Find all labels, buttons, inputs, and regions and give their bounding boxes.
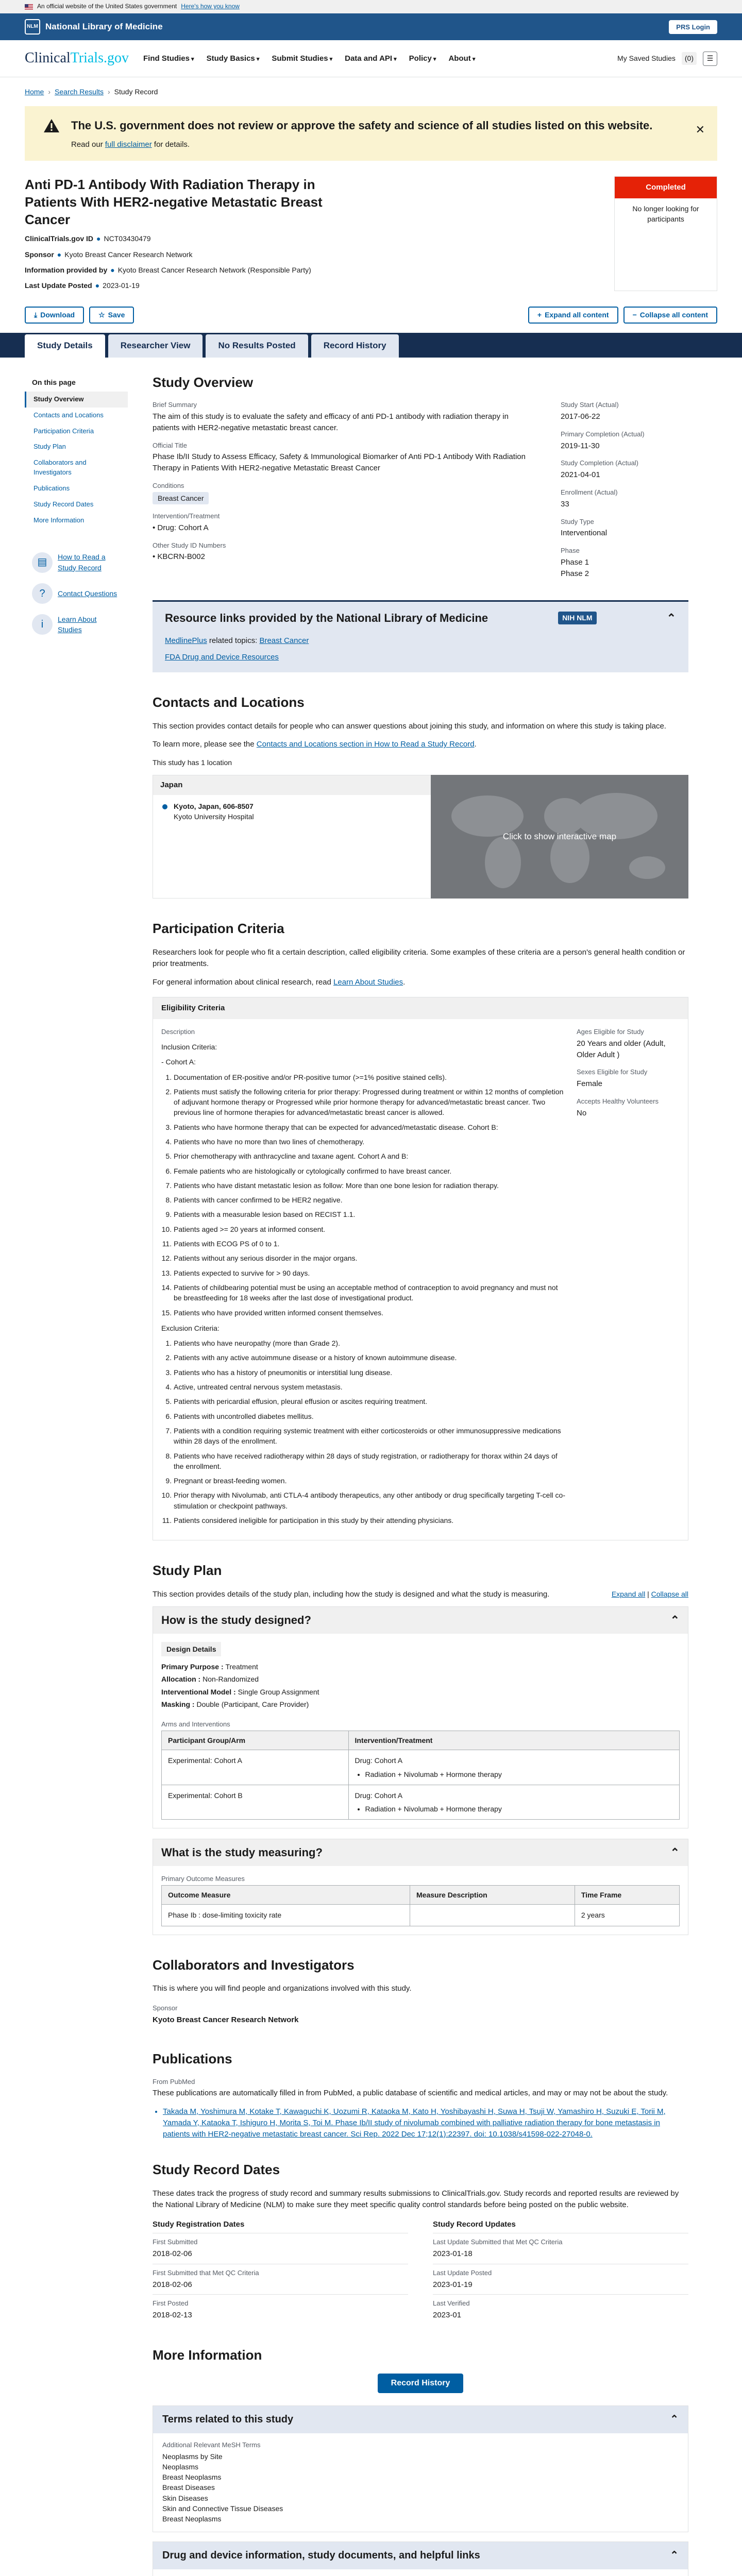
inclusion-item: 11. Patients with ECOG PS of 0 to 1. [174, 1239, 566, 1249]
measure-title: What is the study measuring? [161, 1846, 323, 1859]
collab-sponsor-label: Sponsor [153, 2004, 178, 2012]
sidenav-item-publications[interactable]: Publications [33, 484, 70, 492]
other-ids-label: Other Study ID Numbers [153, 541, 226, 549]
fda-link[interactable]: FDA Drug and Device Resources [165, 653, 279, 662]
top-nav [143, 53, 475, 64]
outcome-row: Phase Ib : dose-limiting toxicity rate 2 years [162, 1905, 680, 1926]
sidenav-item-contacts[interactable]: Contacts and Locations [33, 411, 104, 419]
study-tabs [0, 333, 742, 358]
inclusion-item: 3. Patients who have hormone therapy that can be expected for advanced/metastatic disease. Cohort B: [174, 1122, 566, 1132]
exclusion-item: 11. Patients considered ineligible for participation in this study by their attending physicians. [174, 1515, 566, 1526]
official-title-label: Official Title [153, 441, 187, 449]
expand-all-button[interactable]: + Expand all content [528, 307, 618, 324]
mesh-term: Neoplasms by Site [162, 2452, 223, 2461]
registration-dates: Study Registration Dates First Submitted 2018-02-06 First Submitted that Met QC Criteria 2018-02-06 First Posted 2018-02-13 [153, 2219, 408, 2326]
chevron-up-icon[interactable]: ⌃ [670, 1846, 680, 1859]
official-title: Phase Ib/II Study to Assess Efficacy, Safety & Immunological Biomarker of Anti PD-1 Antibody With Radiation Therapy in Patients With HER2-negative Metastatic Breast Cancer [153, 452, 526, 473]
design-row: Primary Purpose : Treatment [161, 1662, 258, 1671]
us-flag-icon [25, 4, 33, 10]
design-row: Interventional Model : Single Group Assignment [161, 1687, 319, 1696]
inclusion-item: 9. Patients with a measurable lesion based on RECIST 1.1. [174, 1209, 566, 1219]
overview-dates: Study Start (Actual) 2017-06-22 Primary Completion (Actual) 2019-11-30 Study Completion (Actual) 2021-04-01 Enrollment (Actual) 33 Study Type Interventional Phase Phase 1 Phase 2 [561, 400, 688, 586]
bookmark-icon: ☆ [98, 310, 105, 319]
nav-study-basics[interactable]: Study Basics ▾ [207, 53, 260, 64]
study-title: Anti PD-1 Antibody With Radiation Therapy in Patients With HER2-negative Metastatic Breast Cancer [25, 176, 323, 227]
publication-citation[interactable]: • Takada M, Yoshimura M, Kotake T, Kawaguchi K, Uozumi R, Kataoka M, Kato H, Yoshibayashi H, Suwa H, Tsuji W, Yamashiro H, Suzuki E, Torii M, Yamada Y, Kataoka T, Ishiguro H, Morita S, Toi M. Phase Ib/II study of nivolumab combined with palliative radiation therapy for bone metastasis in patients with HER2-negative metastatic breast cancer. Sci Rep. 2022 Dec 17;12(1):22397. doi: 10.1038/s41598-022-27048-0. [163, 2106, 688, 2140]
gov-banner-text: An official website of the United States government [37, 3, 177, 10]
side-nav [25, 373, 128, 2576]
nav-data-api[interactable]: Data and API ▾ [345, 53, 397, 64]
info-icon: i [32, 614, 53, 635]
inclusion-label: Inclusion Criteria: [161, 1042, 217, 1051]
participation-learn: For general information about clinical research, read Learn About Studies. [153, 977, 406, 987]
criteria-description: Description Inclusion Criteria: - Cohort A: 1. Documentation of ER-positive and/or PR-positive tumor (>=1% positive stained cells). 2. Patients must satisfy the following criteria for prior therapy: Progressed during treatment or within 12 months of completion of adjuvant hormone therapy or Progressed while prior hormone therapy for advanced/metastatic breast cancer. Two previous line of hormone therapies for advanced/metastatic breast cancer is allowed. 3. Patients who have hormone therapy that can be expected for advanced/metastatic disease. Cohort B: 4. Patients who have no more than two lines of chemotherapy. 5. Prior chemotherapy with anthracycline and taxane agent. Cohort A and B: 6. Female patients who are histologically or cytologically confirmed to have breast cancer. 7. Patients who have distant metastatic lesion as follow: More than one bone lesion for radiation therapy. 8. Patients with cancer confirmed to be HER2 negative. 9. Patients with a measurable lesion based on RECIST 1.1. 10. Patients aged >= 20 years at informed consent. 11. Patients with ECOG PS of 0 to 1. 12. Patients without any serious disorder in the major organs. 13. Patients expected to survive for > 90 days. 14. Patients of childbearing potential must be using an acceptable method of contraception to avoid pregnancy and must not be breastfeeding for 18 weeks after the last dose of investigational product. 15. Patients who have provided written informed consent themselves. Exclusion Criteria: 1. Patients who have neuropathy (more than Grade 2). 2. Patients with any active autoimmune disease or a history of known autoimmune disease. 3. Patients who has a history of pneumonitis or interstitial lung disease. 4. Active, untreated central nervous system metastasis. 5. Patients with pericardial effusion, pleural effusion or ascites requiring treatment. 6. Patients with uncontrolled diabetes mellitus. 7. Patients with a condition requiring systemic treatment with either corticosteroids or other immunosuppressive medications within 28 days of the enrollment. 8. Patients who have received radiotherapy within 28 days of study registration, or radiotherapy for thorax within 24 days of the enrollment. 9. Pregnant or breast-feeding women. 10. Prior therapy with Nivolumab, anti CTLA-4 antibody therapeutics, any other antibody or drug specifically targeting T-cell co-stimulation or checkpoint pathways. 11. Patients considered ineligible for participation in this study by their attending physicians. [161, 1027, 566, 1530]
disclaimer-link[interactable]: full disclaimer [105, 140, 152, 149]
mesh-term: Neoplasms [162, 2462, 199, 2471]
exclusion-list [161, 1338, 566, 1526]
sidenav-item-plan[interactable]: Study Plan [33, 443, 66, 451]
inclusion-item: 5. Prior chemotherapy with anthracycline and taxane agent. Cohort A and B: [174, 1151, 566, 1161]
nlm-box-title: Resource links provided by the National Library of Medicine [165, 611, 488, 624]
collab-sponsor: Kyoto Breast Cancer Research Network [153, 2015, 299, 2025]
breadcrumb-search-results[interactable]: Search Results [55, 88, 104, 96]
dates-title: Study Record Dates [153, 2162, 280, 2178]
sidenav-heading: On this page [32, 378, 76, 386]
sidenav-item-more-info[interactable]: More Information [33, 516, 85, 524]
inclusion-item: 7. Patients who have distant metastatic lesion as follow: More than one bone lesion for radiation therapy. [174, 1180, 566, 1191]
arm-row: Experimental: Cohort A Drug: Cohort A • Radiation + Nivolumab + Hormone therapy [162, 1750, 680, 1785]
site-header [0, 40, 742, 77]
side-link-read-record[interactable]: ▤ How to Read a Study Record [25, 547, 128, 578]
publications [153, 2049, 688, 2140]
nlm-mark-icon: NLM [25, 19, 40, 35]
status-note: No longer looking for participants [632, 204, 699, 223]
recruitment-status [614, 176, 717, 291]
ages-eligible: 20 Years and older (Adult, Older Adult ) [577, 1039, 666, 1059]
intervention-value: • Drug: Cohort A [153, 523, 209, 532]
participation-criteria [153, 919, 688, 1540]
location-list [153, 775, 431, 899]
outcome-table: Outcome Measure Measure Description Time Frame Phase Ib : dose-limiting toxicity rate 2 years [161, 1885, 680, 1926]
nlm-logo[interactable] [25, 19, 163, 35]
design-details [161, 1662, 680, 1709]
nih-nlm-badge: NIH NLM [558, 612, 596, 624]
pubs-source: From PubMed [153, 2077, 195, 2086]
study-id: NCT03430479 [104, 234, 151, 243]
study-start: 2017-06-22 [561, 412, 600, 421]
participation-intro: Researchers look for people who fit a certain description, called eligibility criteria. Some examples of these criteria are a person's general health condition or prior treatments. [153, 948, 685, 968]
location-map[interactable]: Click to show interactive map [431, 775, 688, 899]
breadcrumb-home[interactable]: Home [25, 88, 44, 96]
sponsor-row: Sponsor ● Kyoto Breast Cancer Research Network [25, 250, 193, 259]
mesh-term: Skin and Connective Tissue Diseases [162, 2504, 283, 2513]
tab-record-history[interactable]: Record History [311, 334, 399, 358]
drug-title: Drug and device information, study documents, and helpful links [162, 2549, 480, 2561]
sidenav-item-dates[interactable]: Study Record Dates [33, 500, 94, 508]
sidenav-item-overview[interactable]: Study Overview [25, 392, 128, 408]
plan-collapse-link[interactable]: Collapse all [651, 1590, 688, 1598]
study-header [0, 161, 742, 301]
gov-banner-link[interactable]: Here's how you know [181, 3, 240, 10]
chevron-up-icon[interactable]: ⌃ [670, 2549, 679, 2561]
location-country: Japan [153, 775, 431, 795]
exclusion-item: 1. Patients who have neuropathy (more than Grade 2). [174, 1338, 566, 1348]
plan-expand-link[interactable]: Expand all [611, 1590, 646, 1598]
pubs-intro: These publications are automatically filled in from PubMed, a public database of scientific and medical articles, and may or may not be about the study. [153, 2089, 668, 2098]
download-icon: ⤓ [34, 310, 38, 319]
study-plan [153, 1561, 688, 1935]
participation-title: Participation Criteria [153, 921, 284, 937]
inclusion-item: 1. Documentation of ER-positive and/or PR-positive tumor (>=1% positive stained cells). [174, 1072, 566, 1082]
learn-studies-link[interactable]: Learn About Studies [333, 977, 403, 987]
study-completion: 2021-04-01 [561, 470, 600, 480]
study-id-row: ClinicalTrials.gov ID ● NCT03430479 [25, 233, 365, 244]
eligibility-summary: Ages Eligible for Study 20 Years and older (Adult, Older Adult ) Sexes Eligible for Study Female Accepts Healthy Volunteers No [566, 1027, 680, 1530]
measure-accordion [153, 1839, 688, 1935]
exclusion-item: 2. Patients with any active autoimmune disease or a history of known autoimmune disease. [174, 1352, 566, 1363]
record-dates [153, 2160, 688, 2325]
nav-submit-studies[interactable]: Submit Studies ▾ [272, 53, 332, 64]
breadcrumb: Home › Search Results › Study Record [0, 77, 742, 106]
tab-no-results[interactable]: No Results Posted [206, 334, 308, 358]
saved-studies-label: My Saved Studies [617, 54, 676, 63]
primary-completion: 2019-11-30 [561, 441, 600, 450]
tab-study-details[interactable]: Study Details [25, 334, 105, 358]
action-bar [0, 301, 742, 333]
plan-intro: This section provides details of the study plan, including how the study is designed and what the study is measuring. Expand all | Collapse all [153, 1590, 688, 1599]
contacts-locations [153, 693, 688, 899]
inclusion-list [161, 1072, 566, 1318]
nav-find-studies[interactable]: Find Studies ▾ [143, 53, 194, 64]
inclusion-item: 6. Female patients who are histologically or cytologically confirmed to have breast cancer. [174, 1166, 566, 1176]
inclusion-item: 2. Patients must satisfy the following criteria for prior therapy: Progressed during treatment or within 12 months of completion of adjuvant hormone therapy or Progressed while prior hormone therapy for advanced/metastatic breast cancer. Two previous line of hormone therapies for advanced/metastatic breast cancer is allowed. [174, 1087, 566, 1118]
exclusion-item: 6. Patients with uncontrolled diabetes mellitus. [174, 1411, 566, 1421]
saved-studies[interactable] [617, 52, 717, 66]
inclusion-item: 12. Patients without any serious disorder in the major organs. [174, 1253, 566, 1263]
minus-icon: − [632, 311, 637, 319]
collab-intro: This is where you will find people and organizations involved with this study. [153, 1984, 412, 1993]
arms-table: Participant Group/Arm Intervention/Treatment Experimental: Cohort A Drug: Cohort A • Radiation + Nivolumab + Hormone therapy Experimental: Cohort B Drug: Cohort A • Radiation + Nivolumab + Hormone therapy [161, 1731, 680, 1820]
contacts-guide-link[interactable]: Contacts and Locations section in How to Read a Study Record [256, 740, 475, 749]
mesh-term: Skin Diseases [162, 2494, 208, 2502]
record-history-button[interactable]: Record History [378, 2374, 464, 2393]
nlm-name: National Library of Medicine [45, 21, 163, 31]
exclusion-item: 4. Active, untreated central nervous system metastasis. [174, 1382, 566, 1392]
menu-icon[interactable]: ☰ [703, 52, 717, 66]
study-type: Interventional [561, 529, 608, 538]
alert-text: Read our full disclaimer for details. [71, 140, 190, 149]
side-link-learn[interactable]: i Learn About Studies [25, 609, 128, 640]
location-count: This study has 1 location [153, 758, 232, 767]
arms-label: Arms and Interventions [161, 1720, 230, 1728]
eligibility-title: Eligibility Criteria [153, 997, 688, 1019]
study-overview [153, 373, 688, 587]
warning-icon [43, 118, 60, 133]
design-accordion [153, 1606, 688, 1829]
arm-row: Experimental: Cohort B Drug: Cohort A • Radiation + Nivolumab + Hormone therapy [162, 1785, 680, 1820]
design-details-label: Design Details [161, 1642, 221, 1656]
disclaimer-alert [25, 106, 717, 161]
inclusion-item: 8. Patients with cancer confirmed to be HER2 negative. [174, 1195, 566, 1205]
plus-icon: + [537, 311, 542, 319]
main-content [153, 373, 688, 2576]
enrollment: 33 [561, 499, 569, 509]
brief-summary-label: Brief Summary [153, 401, 197, 409]
exclusion-item: 5. Patients with pericardial effusion, pleural effusion or ascites requiring treatment. [174, 1396, 566, 1406]
phase: Phase 1 Phase 2 [561, 558, 589, 578]
save-button[interactable]: ☆ Save [89, 307, 134, 324]
site-logo[interactable]: ClinicalTrials.gov [25, 50, 129, 66]
inclusion-item: 10. Patients aged >= 20 years at informed consent. [174, 1224, 566, 1234]
medlineplus-link[interactable]: MedlinePlus [165, 636, 207, 646]
sexes-eligible: Female [577, 1079, 603, 1089]
last-update-row: Last Update Posted ● 2023-01-19 [25, 281, 140, 290]
topic-link[interactable]: Breast Cancer [259, 636, 309, 646]
record-updates: Study Record Updates Last Update Submitted that Met QC Criteria 2023-01-18 Last Update Posted 2023-01-19 Last Verified 2023-01 [433, 2219, 688, 2326]
eligibility-box [153, 997, 688, 1540]
collab-title: Collaborators and Investigators [153, 1957, 355, 1973]
other-id-value: • KBCRN-B002 [153, 552, 205, 562]
dates-intro: These dates track the progress of study record and summary results submissions to ClinicalTrials.gov. Study records and reported results are reviewed by the National Library of Medicine (NLM) to make sure they meet specific quality control standards before being posted on the public website. [153, 2189, 679, 2209]
contacts-intro: This section provides contact details for people who can answer questions about joining this study, and information on where this study is taking place. [153, 721, 666, 731]
nlm-resource-box: Resource links provided by the National Library of Medicine NIH NLM ⌃ MedlinePlus related topics: Breast Cancer FDA Drug and Device Resources [153, 600, 688, 672]
question-icon: ? [32, 583, 53, 604]
pubs-title: Publications [153, 2050, 232, 2066]
mesh-term: Breast Diseases [162, 2483, 215, 2492]
chevron-up-icon[interactable]: ⌃ [670, 2413, 679, 2425]
chevron-up-icon[interactable]: ⌃ [666, 611, 676, 624]
inclusion-item: 13. Patients expected to survive for > 90 days. [174, 1268, 566, 1278]
breadcrumb-current: Study Record [114, 88, 158, 96]
status-badge: Completed [615, 177, 717, 198]
contacts-learn-more: To learn more, please see the Contacts and Locations section in How to Read a Study Record. [153, 740, 477, 749]
healthy-volunteers: No [577, 1108, 587, 1117]
mesh-term: Breast Neoplasms [162, 2473, 222, 2482]
drug-accordion [153, 2541, 688, 2576]
more-title: More Information [153, 2347, 262, 2363]
inclusion-item: 14. Patients of childbearing potential must be using an acceptable method of contraception to avoid pregnancy and must not be breastfeeding for 18 weeks after the last dose of investigational product. [174, 1282, 566, 1303]
outcome-label: Primary Outcome Measures [161, 1875, 245, 1883]
contacts-title: Contacts and Locations [153, 694, 305, 710]
saved-count: (0) [682, 52, 697, 64]
design-row: Allocation : Non-Randomized [161, 1675, 259, 1684]
terms-label: Additional Relevant MeSH Terms [162, 2441, 261, 2449]
design-row: Masking : Double (Participant, Care Provider) [161, 1700, 309, 1708]
exclusion-item: 8. Patients who have received radiotherapy within 28 days of study registration, or radiotherapy for thorax within 24 days of the enrollment. [174, 1451, 566, 1472]
intervention-label: Intervention/Treatment [153, 512, 220, 520]
exclusion-item: 10. Prior therapy with Nivolumab, anti CTLA-4 antibody therapeutics, any other antibody or drug specifically targeting T-cell co-stimulation or checkpoint pathways. [174, 1490, 566, 1511]
mesh-term: Breast Neoplasms [162, 2515, 222, 2523]
chevron-up-icon[interactable]: ⌃ [670, 1613, 680, 1626]
prs-login-button[interactable]: PRS Login [669, 20, 717, 34]
sidenav-item-participation[interactable]: Participation Criteria [33, 427, 94, 435]
exclusion-item: 3. Patients who has a history of pneumonitis or interstitial lung disease. [174, 1367, 566, 1378]
tab-researcher-view[interactable]: Researcher View [108, 334, 203, 358]
condition-tag[interactable]: Breast Cancer [153, 492, 209, 504]
download-button[interactable]: ⤓ Download [25, 307, 84, 324]
exclusion-label: Exclusion Criteria: [161, 1324, 220, 1332]
terms-accordion [153, 2405, 688, 2532]
location-item[interactable]: Kyoto, Japan, 606-8507 Kyoto University Hospital [153, 795, 431, 828]
nav-about[interactable]: About ▾ [448, 53, 475, 64]
exclusion-item: 9. Pregnant or breast-feeding women. [174, 1476, 566, 1486]
collapse-all-button[interactable]: − Collapse all content [623, 307, 717, 324]
brief-summary: The aim of this study is to evaluate the safety and efficacy of anti PD-1 antibody with radiation therapy in patients with HER2-negative metastatic breast cancer. [153, 412, 509, 432]
terms-title: Terms related to this study [162, 2413, 294, 2425]
close-icon[interactable]: ✕ [695, 123, 705, 137]
collaborators [153, 1956, 688, 2026]
side-link-contact[interactable]: ? Contact Questions [25, 578, 128, 609]
info-provided-row: Information provided by ● Kyoto Breast Cancer Research Network (Responsible Party) [25, 265, 311, 274]
nav-policy[interactable]: Policy ▾ [409, 53, 436, 64]
book-icon: ▤ [32, 552, 53, 573]
gov-banner [0, 0, 742, 13]
conditions-label: Conditions [153, 481, 184, 489]
sidenav-item-collaborators[interactable]: Collaborators and Investigators [33, 459, 87, 477]
alert-title: The U.S. government does not review or approve the safety and science of all studies listed on this website. [71, 119, 653, 132]
nlm-bar [0, 13, 742, 40]
inclusion-item: 4. Patients who have no more than two lines of chemotherapy. [174, 1137, 566, 1147]
terms-list [162, 2451, 679, 2524]
exclusion-item: 7. Patients with a condition requiring systemic treatment with either corticosteroids or other immunosuppressive medications within 28 days of the enrollment. [174, 1426, 566, 1447]
more-information [153, 2346, 688, 2576]
plan-title: Study Plan [153, 1563, 222, 1579]
overview-title: Study Overview [153, 374, 254, 390]
inclusion-item: 15. Patients who have provided written informed consent themselves. [174, 1308, 566, 1318]
design-title: How is the study designed? [161, 1613, 311, 1626]
